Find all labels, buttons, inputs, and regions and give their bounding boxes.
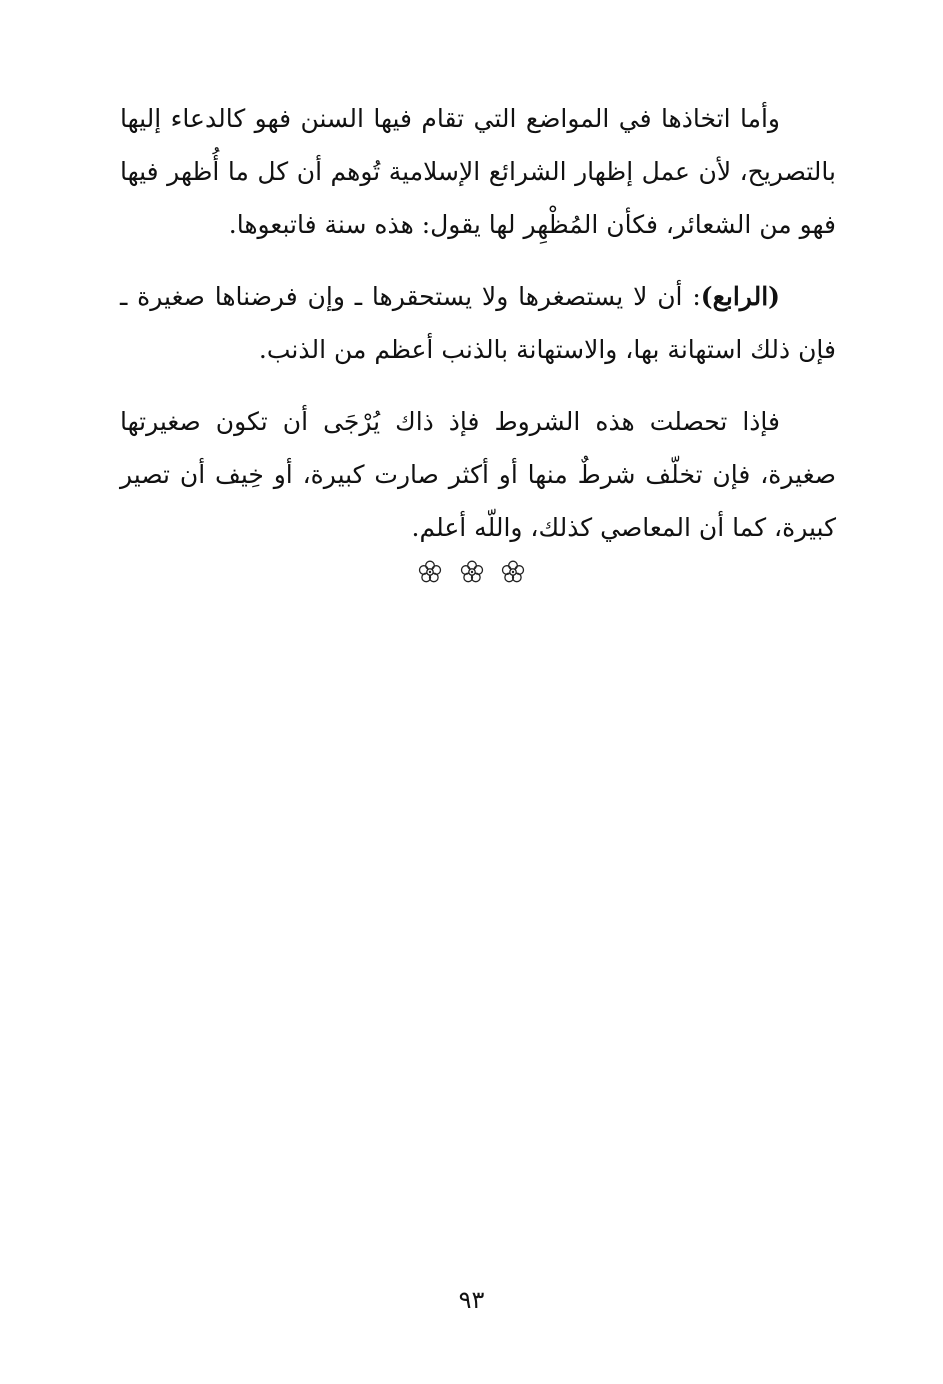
paragraph-2 <box>120 270 836 376</box>
flower-ornament-icon <box>500 559 526 585</box>
section-end-ornaments <box>0 559 943 585</box>
flower-ornament-icon <box>417 559 443 585</box>
paragraph-2-text: : أن لا يستصغرها ولا يستحقرها ـ وإن فرضناها صغيرة ـ فإن ذلك استهانة بها، والاستهانة بالذنب أعظم من الذنب. <box>120 282 836 364</box>
paragraph-3-text: فإذا تحصلت هذه الشروط فإذ ذاك يُرْجَى أن تكون صغيرتها صغيرة، فإن تخلّف شرطٌ منها أو أكثر صارت كبيرة، أو خِيف أن تصير كبيرة، كما أن المعاصي كذلك، واللّه أعلم. <box>120 407 836 542</box>
paragraph-1 <box>120 92 836 251</box>
body-text <box>120 92 836 554</box>
page-number: ٩٣ <box>458 1286 485 1314</box>
paragraph-3 <box>120 395 836 554</box>
paragraph-2-heading: (الرابع) <box>700 282 780 311</box>
flower-ornament-icon <box>459 559 485 585</box>
paragraph-1-text: وأما اتخاذها في المواضع التي تقام فيها السنن فهو كالدعاء إليها بالتصريح، لأن عمل إظهار الشرائع الإسلامية تُوهم أن كل ما أُظهر فيها فهو من الشعائر، فكأن المُظْهِر لها يقول: هذه سنة فاتبعوها. <box>120 104 836 239</box>
